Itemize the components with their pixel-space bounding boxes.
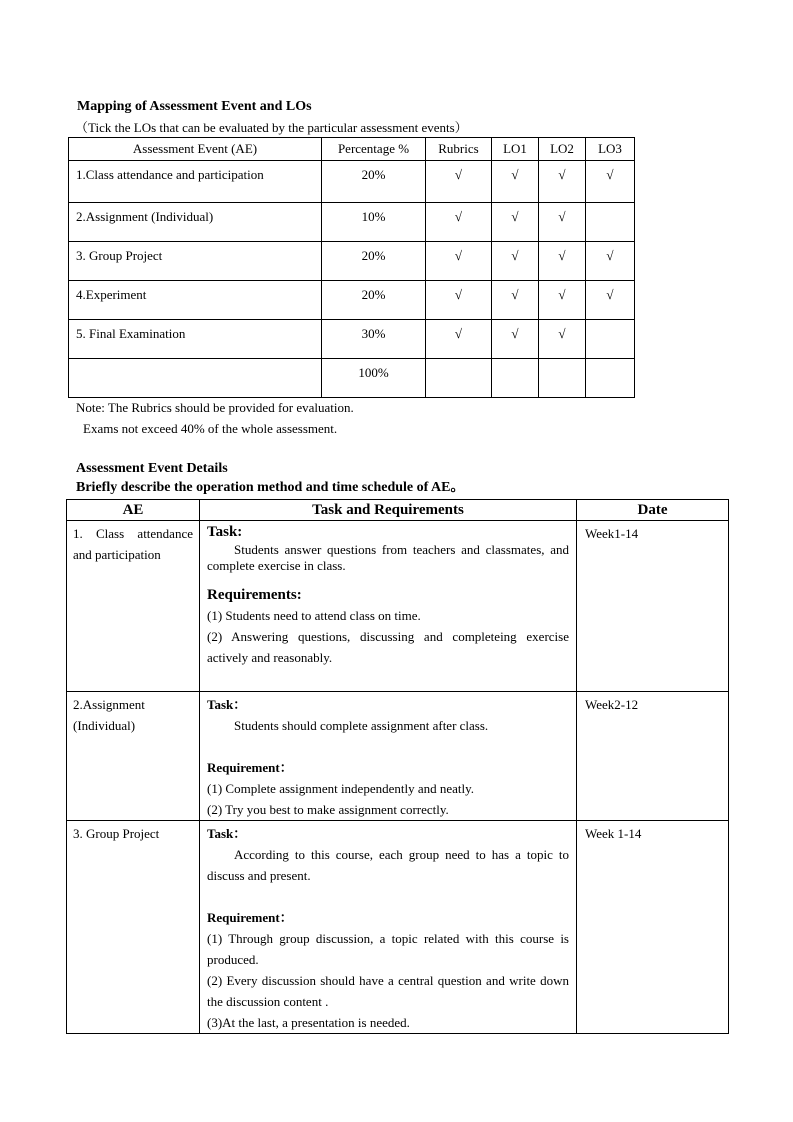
percentage-cell: 30% xyxy=(322,320,426,359)
table-row xyxy=(69,281,635,320)
lo1-check: √ xyxy=(492,161,539,203)
requirement-item: (1) Complete assignment independently and neatly. xyxy=(207,781,475,796)
rubrics-check: √ xyxy=(426,281,492,320)
lo3-check: √ xyxy=(586,161,635,203)
requirement-item: (3)At the last, a presentation is needed. xyxy=(207,1015,410,1030)
percentage-cell: 20% xyxy=(322,281,426,320)
table-row xyxy=(67,692,729,821)
requirement-item: (1) Through group discussion, a topic related with this course is produced. xyxy=(207,931,569,967)
table-row xyxy=(69,161,635,203)
note-line-1: Note: The Rubrics should be provided for evaluation. xyxy=(76,400,354,415)
lo2-check: √ xyxy=(539,242,586,281)
lo3-check: √ xyxy=(586,242,635,281)
ae-cell: 3. Group Project xyxy=(67,821,200,1034)
mapping-title: Mapping of Assessment Event and LOs xyxy=(77,99,312,114)
details-subtitle: Briefly describe the operation method and time schedule of AE。 xyxy=(76,480,465,495)
mapping-header-row xyxy=(69,138,635,161)
task-cell xyxy=(200,821,577,1034)
lo2-check: √ xyxy=(539,320,586,359)
requirements-label: Requirement： xyxy=(207,910,293,925)
note-line-2: Exams not exceed 40% of the whole assessment. xyxy=(83,421,338,436)
header-lo2: LO2 xyxy=(539,138,586,161)
lo3-check xyxy=(586,203,635,242)
percentage-cell: 20% xyxy=(322,161,426,203)
ae-cell: 1. Class attendance and participation xyxy=(67,521,200,692)
header-lo1: LO1 xyxy=(492,138,539,161)
date-cell: Week2-12 xyxy=(577,692,729,821)
event-cell: 3. Group Project xyxy=(69,242,322,281)
requirement-item: (2) Answering questions, discussing and completeing exercise actively and reasonably. xyxy=(207,629,569,665)
task-label: Task： xyxy=(207,826,247,841)
task-label: Task： xyxy=(207,697,247,712)
event-cell: 5. Final Examination xyxy=(69,320,322,359)
requirement-item: (2) Try you best to make assignment correctly. xyxy=(207,802,449,817)
table-row xyxy=(69,320,635,359)
rubrics-check xyxy=(426,359,492,398)
task-text: Students answer questions from teachers and classmates, and complete exercise in class. xyxy=(207,542,569,573)
rubrics-check: √ xyxy=(426,320,492,359)
header-date: Date xyxy=(577,500,729,521)
percentage-cell: 20% xyxy=(322,242,426,281)
header-rubrics: Rubrics xyxy=(426,138,492,161)
task-text: Students should complete assignment after class. xyxy=(234,718,489,733)
task-label: Task: xyxy=(207,524,243,540)
event-cell: 4.Experiment xyxy=(69,281,322,320)
lo2-check: √ xyxy=(539,203,586,242)
header-task-requirements: Task and Requirements xyxy=(200,500,577,521)
lo3-check xyxy=(586,359,635,398)
lo3-check: √ xyxy=(586,281,635,320)
task-text: According to this course, each group need to has a topic to discuss and present. xyxy=(207,847,569,883)
lo1-check: √ xyxy=(492,203,539,242)
lo1-check: √ xyxy=(492,242,539,281)
lo2-check: √ xyxy=(539,281,586,320)
lo2-check: √ xyxy=(539,161,586,203)
total-row xyxy=(69,359,635,398)
header-percentage: Percentage % xyxy=(322,138,426,161)
event-cell: 2.Assignment (Individual) xyxy=(69,203,322,242)
lo1-check: √ xyxy=(492,281,539,320)
mapping-subtitle: （Tick the LOs that can be evaluated by the particular assessment events） xyxy=(75,120,468,135)
header-ae: AE xyxy=(67,500,200,521)
details-title: Assessment Event Details xyxy=(76,461,228,476)
task-cell xyxy=(200,692,577,821)
rubrics-check: √ xyxy=(426,203,492,242)
rubrics-check: √ xyxy=(426,242,492,281)
header-assessment-event: Assessment Event (AE) xyxy=(69,138,322,161)
mapping-table xyxy=(68,137,635,398)
requirements-label: Requirements: xyxy=(207,587,302,603)
percentage-cell: 10% xyxy=(322,203,426,242)
requirement-item: (1) Students need to attend class on time. xyxy=(207,608,421,623)
event-cell xyxy=(69,359,322,398)
requirement-item: (2) Every discussion should have a central question and write down the discussion content . xyxy=(207,973,569,1009)
date-cell: Week 1-14 xyxy=(577,821,729,1034)
lo1-check xyxy=(492,359,539,398)
rubrics-check: √ xyxy=(426,161,492,203)
ae-cell: 2.Assignment (Individual) xyxy=(67,692,200,821)
details-header-row xyxy=(67,500,729,521)
table-row xyxy=(69,242,635,281)
table-row xyxy=(67,521,729,692)
details-table xyxy=(66,499,729,1034)
event-cell: 1.Class attendance and participation xyxy=(69,161,322,203)
table-row xyxy=(67,821,729,1034)
lo3-check xyxy=(586,320,635,359)
lo2-check xyxy=(539,359,586,398)
date-cell: Week1-14 xyxy=(577,521,729,692)
table-row xyxy=(69,203,635,242)
header-lo3: LO3 xyxy=(586,138,635,161)
task-cell xyxy=(200,521,577,692)
requirements-label: Requirement： xyxy=(207,760,293,775)
total-percentage-cell: 100% xyxy=(322,359,426,398)
lo1-check: √ xyxy=(492,320,539,359)
